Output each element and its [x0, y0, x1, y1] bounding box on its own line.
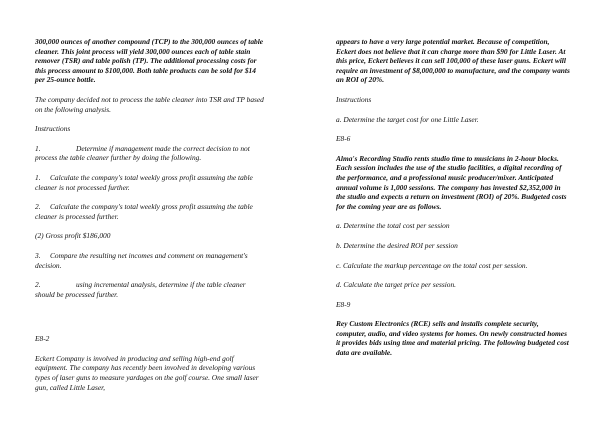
item-number: 1. — [35, 143, 41, 153]
question-a: a. Determine the total cost per session — [336, 221, 450, 231]
left-column — [35, 37, 267, 392]
item-text: Determine if management made the correct decision to not process the table cleaner further by doing the following. — [35, 143, 250, 163]
item-text: using incremental analysis, determine if the table cleaner should be processed further. — [35, 280, 246, 299]
instruction-item-2b — [35, 280, 267, 299]
exercise-heading-e8-9: E8-9 — [336, 299, 351, 309]
continuation-paragraph: appears to have a very large potential market. Because of competition, Eckert does not believe that it can charge more than $90 for Little Laser. At this price, Eckert believes it can sell 100,000 of these laser guns. Eckert will require an investment of $8,000,000 to manufacture, and the company wants an ROI of 20%. — [336, 37, 570, 85]
instruction-a: a. Determine the target cost for one Little Laser. — [336, 114, 479, 124]
instruction-item-2a — [35, 202, 267, 221]
instruction-item-1a — [35, 173, 267, 192]
exercise-e8-6-text: Alma's Recording Studio rents studio time to musicians in 2-hour blocks. Each session includes the use of the studio facilities, a digital recording of the performance, and a professional music producer/mixer. Anticipated annual volume is 1,000 sessions. The company has invested $2,352,000 in the studio and expects a return on investment (ROI) of 20%. Budgeted costs for the coming year are as follows. — [336, 153, 567, 211]
instruction-item-1 — [35, 144, 267, 163]
item-text: Calculate the company's total weekly gross profit assuming the table cleaner is not processed further. — [35, 172, 253, 192]
item-number: 1. — [35, 172, 41, 182]
intro-paragraph: 300,000 ounces of another compound (TCP) to the 300,000 ounces of table cleaner. This joint process will yield 300,000 ounces each of table stain remover (TSR) and table polish (TP). The additional processing costs for this process amount to $100,000. Both table products can be sold for $14 per 25-ounce bottle. — [35, 37, 264, 85]
instruction-item-3 — [35, 251, 267, 270]
instructions-heading-right: Instructions — [336, 94, 372, 104]
item-number: 2. — [35, 280, 41, 290]
item-text: Calculate the company's total weekly gross profit assuming the table cleaner is processed further. — [35, 202, 253, 221]
decision-paragraph: The company decided not to process the table cleaner into TSR and TP based on the following analysis. — [35, 94, 264, 114]
question-b: b. Determine the desired ROI per session — [336, 240, 458, 250]
question-d: d. Calculate the target price per session. — [336, 280, 457, 290]
question-c: c. Calculate the markup percentage on the total cost per session. — [336, 260, 528, 270]
gross-profit-answer: (2) Gross profit $186,000 — [35, 231, 111, 241]
instructions-heading: Instructions — [35, 124, 71, 134]
exercise-heading-e8-6: E8-6 — [336, 134, 351, 144]
exercise-e8-9-text: Rey Custom Electronics (RCE) sells and installs complete security, computer, audio, and video systems for homes. On newly constructed homes it provides bids using time and material pricing. The following budgeted cost data are available. — [336, 319, 569, 358]
item-number: 3. — [35, 250, 41, 260]
exercise-e8-2-text: Eckert Company is involved in producing and selling high-end golf equipment. The company has recently been involved in developing various types of laser guns to measure yardages on the golf course. One small laser gun, called Little Laser, — [35, 353, 259, 392]
exercise-heading-e8-2: E8-2 — [35, 334, 50, 344]
item-number: 2. — [35, 202, 41, 212]
item-text: Compare the resulting net incomes and comment on management's decision. — [35, 250, 248, 270]
right-column — [336, 37, 570, 358]
